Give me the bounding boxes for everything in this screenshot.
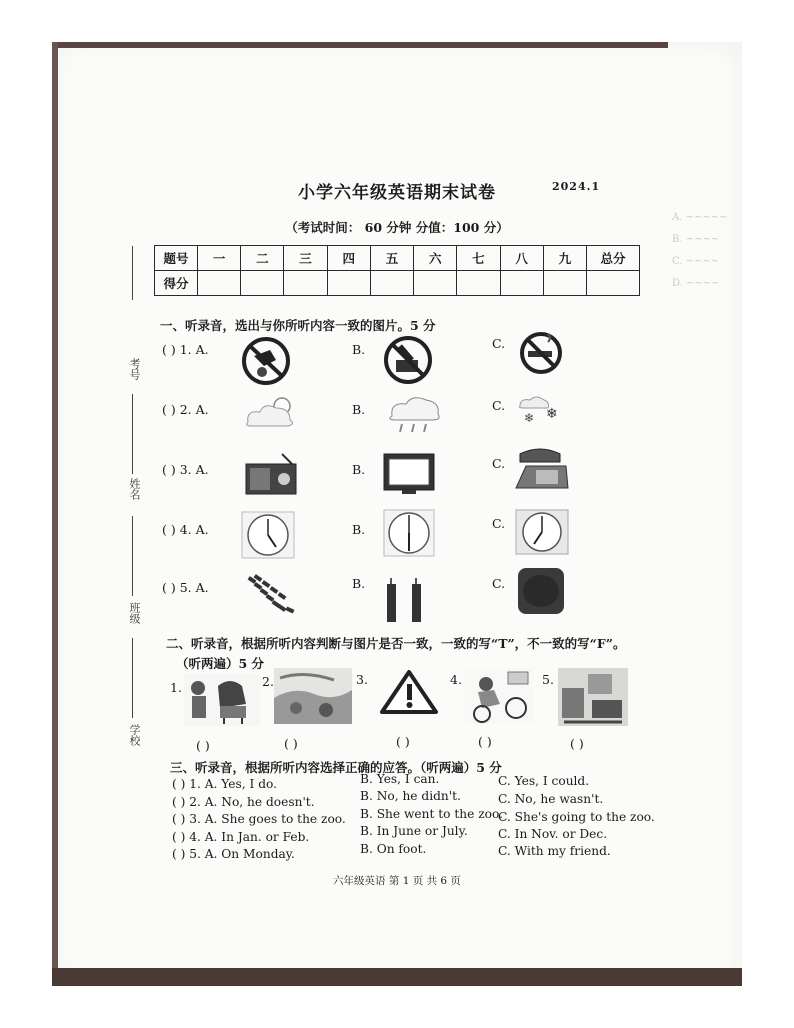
s3-q4-option-b: B. In June or July. <box>360 824 468 838</box>
section2-heading-note: （听两遍）5 分 <box>176 656 265 671</box>
s2-answer-1[interactable]: ( ) <box>196 738 210 753</box>
score-table <box>154 245 640 296</box>
score-table-score-row <box>155 271 640 296</box>
score-cell: 六 <box>414 246 457 271</box>
section3-heading: 三、听录音，根据所听内容选择正确的应答。（听两遍）5 分 <box>170 760 502 775</box>
bleed-text: D. ~~~~ <box>672 278 720 289</box>
paper-edge-bottom <box>52 968 742 986</box>
s2-q3-number: 3. <box>356 672 368 687</box>
score-input-cell[interactable] <box>198 271 241 296</box>
warning-sign-icon <box>378 668 440 716</box>
score-cell: 九 <box>543 246 586 271</box>
s3-q5-option-a: ( ) 5. A. On Monday. <box>172 847 295 861</box>
s1-q3-option-b: B. <box>352 462 366 477</box>
s1-q5-option-c: C. <box>492 576 506 591</box>
s3-q1-option-c: C. Yes, I could. <box>498 774 590 788</box>
s1-q4-number: ( ) 4. A. <box>162 522 209 537</box>
clock-c-icon <box>514 508 570 556</box>
svg-text:❄: ❄ <box>524 411 535 425</box>
s3-q3-option-a: ( ) 3. A. She goes to the zoo. <box>172 812 346 826</box>
telephone-icon <box>510 446 572 496</box>
s1-q1-option-b: B. <box>352 342 366 357</box>
tv-icon <box>380 450 438 496</box>
s2-answer-4[interactable]: ( ) <box>478 734 492 749</box>
lion-dance-picture <box>184 674 260 726</box>
s3-q1-option-b: B. Yes, I can. <box>360 772 440 786</box>
binding-line <box>132 638 133 718</box>
s2-q5-number: 5. <box>542 672 554 687</box>
messy-room-picture <box>558 668 628 726</box>
bleed-text: A. ~~~~~ <box>672 212 728 223</box>
no-littering-icon <box>240 336 292 386</box>
s1-q2-number: ( ) 2. A. <box>162 402 209 417</box>
s2-q2-number: 2. <box>262 674 274 689</box>
score-input-cell[interactable] <box>284 271 327 296</box>
score-input-cell[interactable] <box>457 271 500 296</box>
score-input-cell[interactable] <box>414 271 457 296</box>
cloudy-sunny-icon <box>240 394 302 430</box>
binding-line <box>132 516 133 596</box>
s1-q1-number: ( ) 1. A. <box>162 342 209 357</box>
s3-q5-option-c: C. With my friend. <box>498 844 611 858</box>
s1-q4-option-c: C. <box>492 516 506 531</box>
s3-q4-option-c: C. In Nov. or Dec. <box>498 827 608 841</box>
binding-label-class: 班级 <box>128 602 141 624</box>
s3-q3-option-b: B. She went to the zoo. <box>360 807 503 821</box>
dark-picture-icon <box>516 566 566 616</box>
score-cell: 二 <box>241 246 284 271</box>
exam-subtitle: （考试时间： 60 分钟 分值：100 分） <box>285 220 509 235</box>
exam-date: 2024.1 <box>552 180 601 193</box>
binding-label-school: 学校 <box>128 724 141 746</box>
s3-q1-option-a: ( ) 1. A. Yes, I do. <box>172 777 277 791</box>
bike-accident-picture <box>464 668 534 724</box>
clock-b-icon <box>382 508 436 558</box>
firecrackers-icon <box>242 572 306 618</box>
no-smoking-icon <box>518 330 564 376</box>
s3-q2-option-c: C. No, he wasn't. <box>498 792 604 806</box>
s2-q4-number: 4. <box>450 672 462 687</box>
no-food-icon <box>382 334 434 386</box>
svg-text:❄: ❄ <box>546 406 558 422</box>
score-input-cell[interactable] <box>543 271 586 296</box>
bleed-text: C. ~~~~ <box>672 256 720 267</box>
score-input-cell[interactable] <box>241 271 284 296</box>
radio-icon <box>242 452 300 496</box>
bleed-text: B. ~~~~ <box>672 234 720 245</box>
s1-q2-option-c: C. <box>492 398 506 413</box>
score-cell: 八 <box>500 246 543 271</box>
s1-q5-number: ( ) 5. A. <box>162 580 209 595</box>
rainy-icon <box>384 390 446 438</box>
score-input-cell[interactable] <box>500 271 543 296</box>
candles-icon <box>382 576 428 624</box>
s2-answer-5[interactable]: ( ) <box>570 736 584 751</box>
binding-line <box>132 394 133 474</box>
s3-q2-option-a: ( ) 2. A. No, he doesn't. <box>172 795 315 809</box>
section2-heading: 二、听录音，根据所听内容判断与图片是否一致，一致的写“T”，不一致的写“F”。 <box>166 636 626 651</box>
s3-q5-option-b: B. On foot. <box>360 842 427 856</box>
score-input-cell[interactable] <box>587 271 640 296</box>
score-cell: 七 <box>457 246 500 271</box>
score-input-cell[interactable] <box>370 271 413 296</box>
score-table-header-row <box>155 246 640 271</box>
binding-label-class-no: 考号 <box>128 358 141 380</box>
page-title: 小学六年级英语期末试卷 2024.1 <box>298 180 601 203</box>
score-cell: 五 <box>370 246 413 271</box>
snowy-icon <box>516 394 570 426</box>
s1-q4-option-b: B. <box>352 522 366 537</box>
score-cell: 题号 <box>155 246 198 271</box>
s2-q1-number: 1. <box>170 680 182 695</box>
s2-answer-3[interactable]: ( ) <box>396 734 410 749</box>
binding-margin <box>118 330 148 770</box>
score-cell: 总分 <box>587 246 640 271</box>
s1-q3-number: ( ) 3. A. <box>162 462 209 477</box>
score-cell: 三 <box>284 246 327 271</box>
binding-line <box>132 246 133 300</box>
score-cell: 得分 <box>155 271 198 296</box>
score-cell: 四 <box>327 246 370 271</box>
s1-q1-option-c: C. <box>492 336 506 351</box>
s3-q4-option-a: ( ) 4. A. In Jan. or Feb. <box>172 830 310 844</box>
s1-q5-option-b: B. <box>352 576 366 591</box>
s1-q2-option-b: B. <box>352 402 366 417</box>
paper-edge-top <box>56 42 668 48</box>
s1-q3-option-c: C. <box>492 456 506 471</box>
scenery-picture <box>274 668 352 724</box>
section1-heading: 一、听录音，选出与你所听内容一致的图片。5 分 <box>160 318 436 333</box>
score-cell: 一 <box>198 246 241 271</box>
s3-q3-option-c: C. She's going to the zoo. <box>498 810 655 824</box>
binding-label-name: 姓名 <box>128 478 141 500</box>
clock-a-icon <box>240 510 296 560</box>
s2-answer-2[interactable]: ( ) <box>284 736 298 751</box>
s3-q2-option-b: B. No, he didn't. <box>360 789 461 803</box>
score-input-cell[interactable] <box>327 271 370 296</box>
page-footer: 六年级英语 第 1 页 共 6 页 <box>333 875 461 887</box>
